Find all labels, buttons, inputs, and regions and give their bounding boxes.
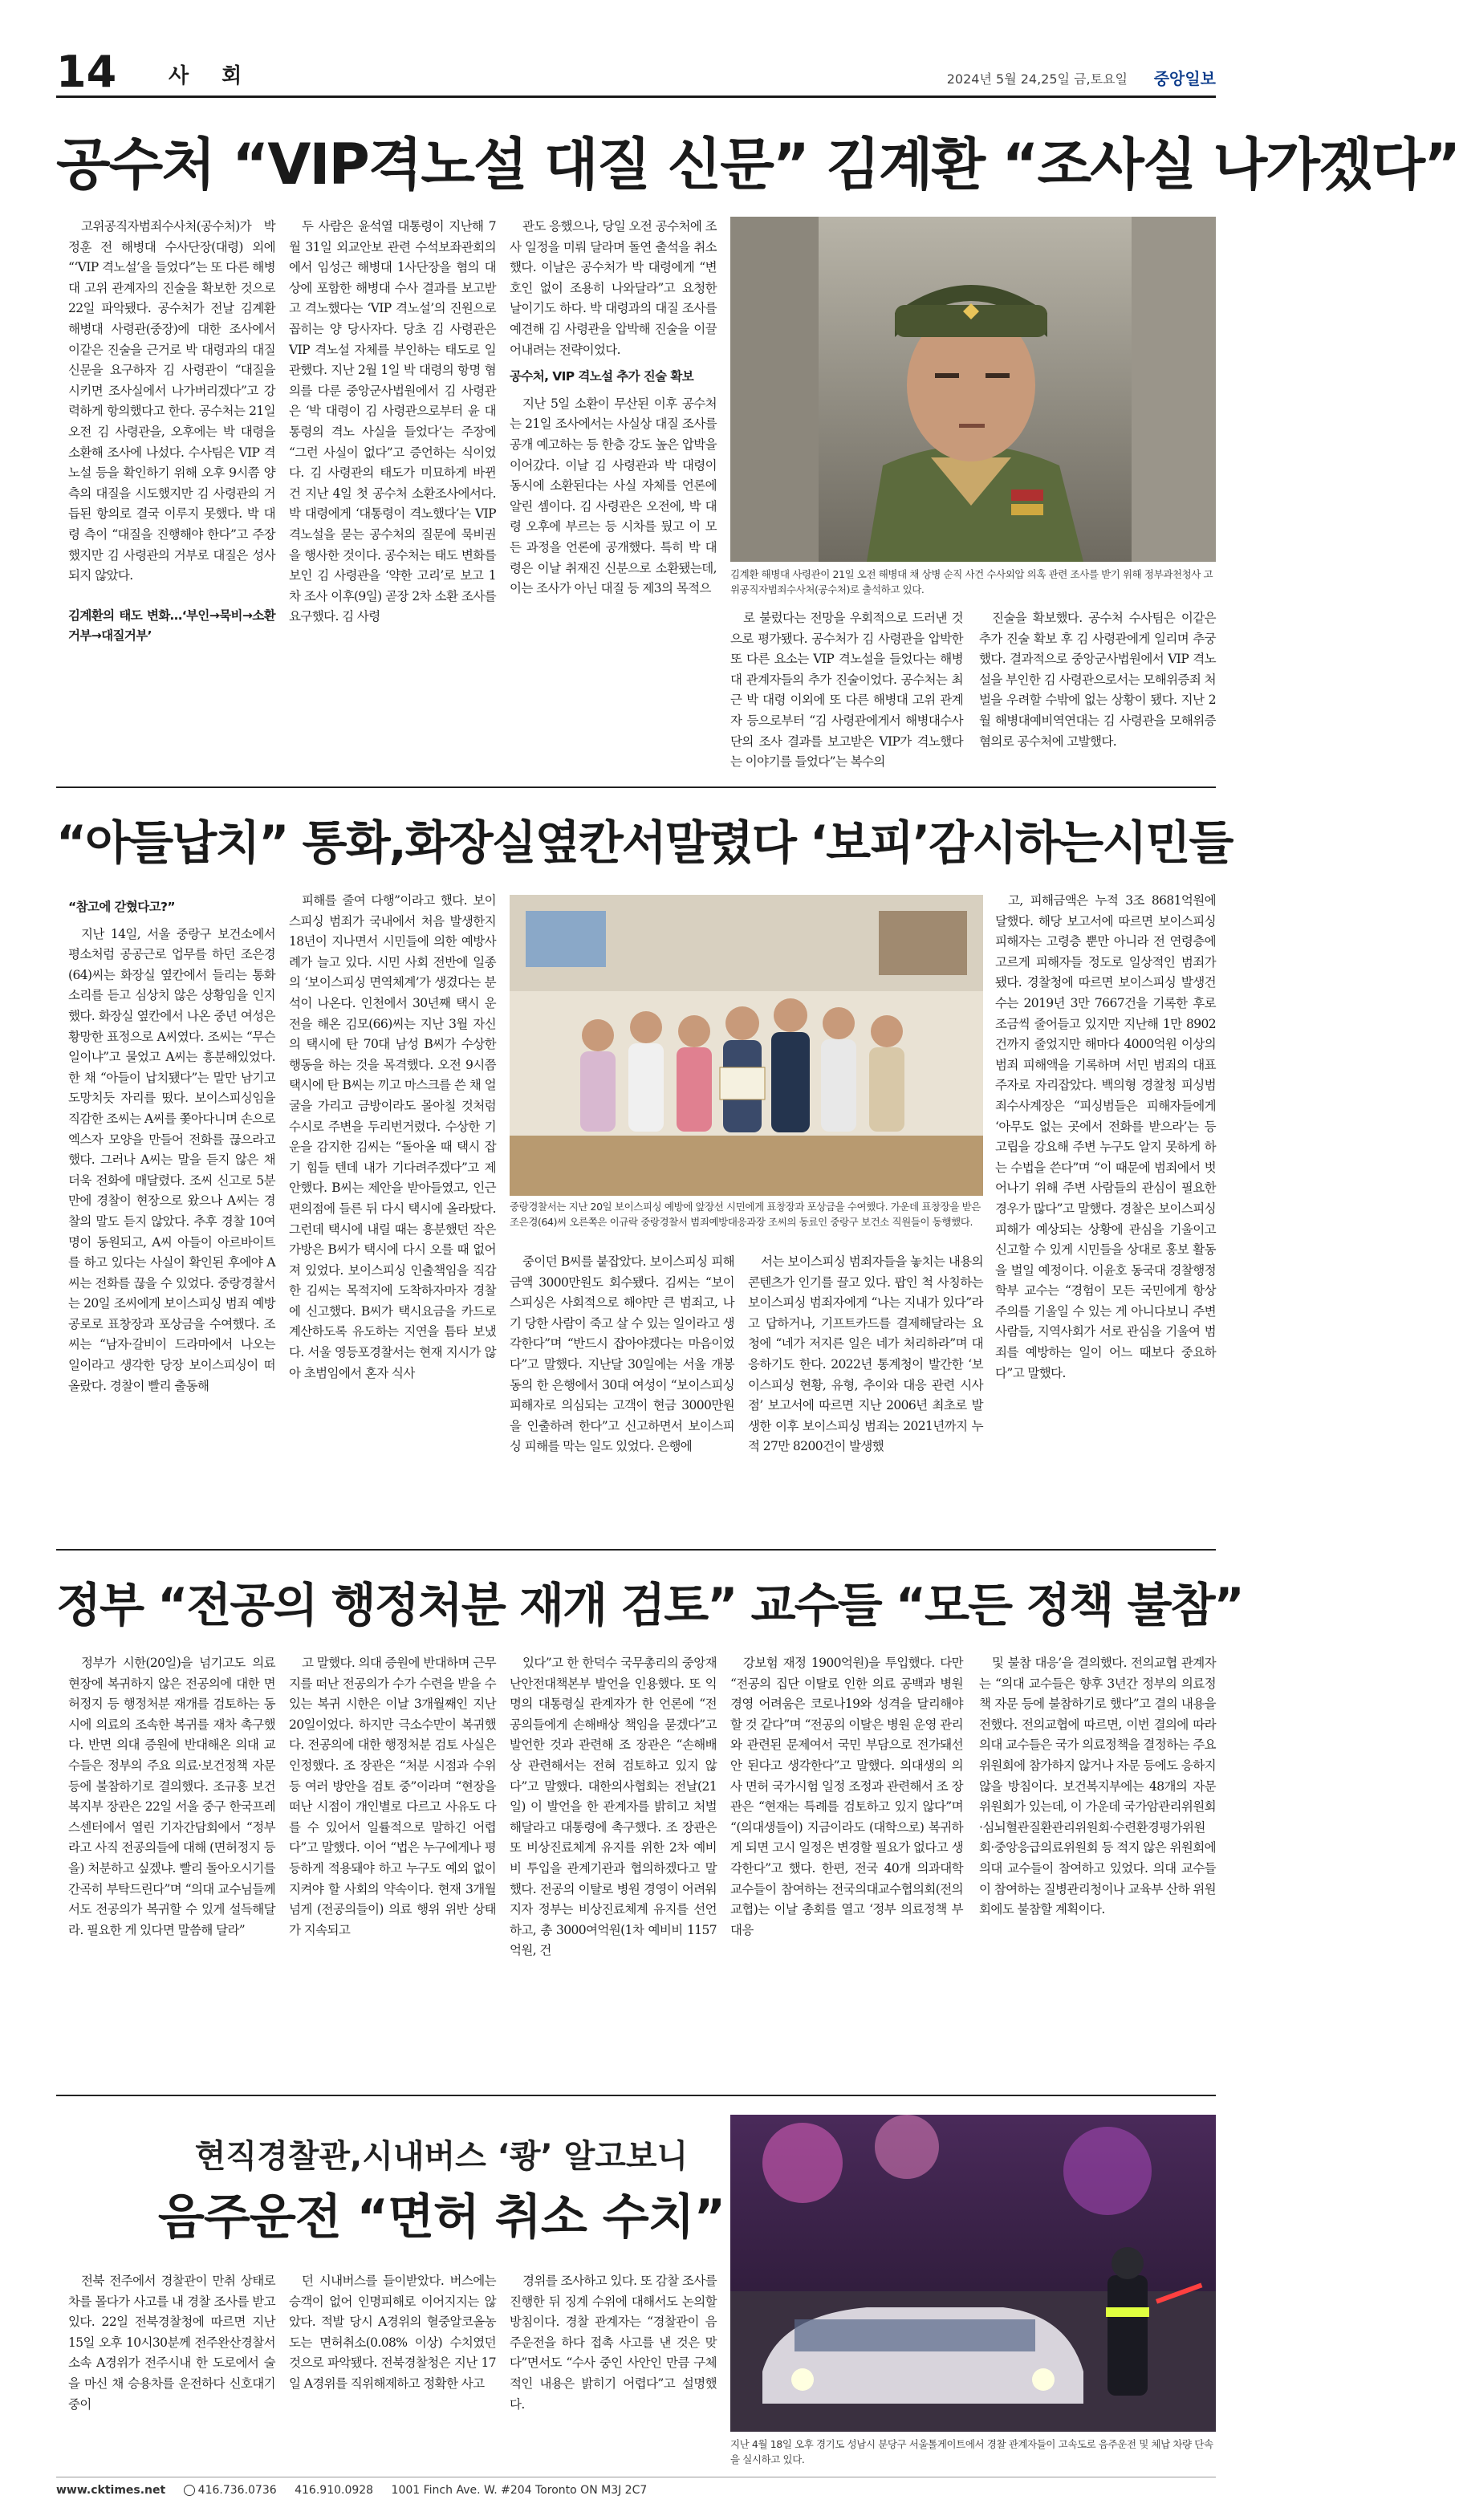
article4-col2 [289, 2271, 496, 2464]
article2-col3 [510, 1252, 734, 1533]
page-number: 14 [56, 47, 117, 97]
newspaper-brand: 중앙일보 [1153, 69, 1216, 88]
article4-photo-caption: 지난 4월 18일 오후 경기도 성남시 분당구 서울톨게이트에서 경찰 관계자들이 고속도로 음주운전 및 체납 차량 단속을 실시하고 있다. [730, 2438, 1213, 2465]
article1-col2-text: 두 사람은 윤석열 대통령이 지난해 7월 31일 외교안보 관련 수석보좌관회의에서 임성근 해병대 1사단장을 혐의 대상에 포함한 해병대 수사 결과를 보고받고 격노했다는 ‘VIP 격노설’의 진원으로 꼽히는 양 당사자다. 당초 김 사령관은 VIP 격노설 자체를 부인하는 태도로 일관했다. 지난 2월 1일 박 대령의 항명 혐의를 다룬 중앙군사법원에서 김 사령관은 ‘박 대령이 김 사령관으로부터 윤 대통령의 격노 사실을 들었다’는 주장에 “그런 사실이 없다”고 증언하는 식이었다. 김 사령관의 태도가 미묘하게 바뀐 건 지난 4일 첫 공수처 소환조사에서다. 박 대령에게 ‘대통령이 격노했다’는 VIP 격노설을 묻는 공수처의 질문에 묵비권을 행사한 것이다. 공수처는 태도 변화를 보인 김 사령관을 ‘약한 고리’로 보고 1차 조사 이후(9일) 곧장 2차 소환 조사를 요구했다. 김 사령 [289, 219, 496, 624]
article1-subhead-1: 김계환의 태도 변화…‘부인→묵비→소환거부→대질거부’ [68, 608, 275, 644]
article3-col2 [289, 1653, 496, 2079]
article1-subhead-2: 공수처, VIP 격노설 추가 진술 확보 [510, 369, 694, 384]
article2-col2-text: 피해를 줄여 다행”이라고 했다. 보이스피싱 범죄가 국내에서 처음 발생한지 18년이 지나면서 시민들에 의한 예방사례가 늘고 있다. 시민 사회 전반에 일종의 ‘보이스피싱 면역체계’가 생겼다는 분석이 나온다. 인천에서 30년째 택시 운전을 해온 김모(66)씨는 지난 3월 자신의 택시에 탄 70대 남성 B씨가 수상한 행동을 하는 것을 목격했다. 오전 9시쯤 택시에 탄 B씨는 끼고 마스크를 쓴 채 얼굴을 가리고 금방이라도 몰아칠 것처럼 수시로 주변을 두리번거렸다. 수상한 기운을 감지한 김씨는 “돌아올 때 택시 잡기 힘들 텐데 내가 기다려주겠다”고 제안했다. B씨는 제안을 받아들였고, 인근 편의점에 들른 뒤 다시 택시에 올라탔다. 그런데 택시에 내릴 때는 흥분했던 작은 가방은 B씨가 택시에 다시 오를 때 없어져 있었다. 보이스피싱 인출책임을 직감한 김씨는 목적지에 도착하자마자 경찰에 신고했다. B씨가 택시요금을 카드로 계산하도록 유도하는 지연을 틈타 보냈다. 서울 영등포경찰서는 현재 지시가 않아 초범임에서 혼자 식사 [289, 893, 496, 1380]
article2-headline: “아들납치” 통화,화장실옆칸서말렸다 ‘보피’감시하는시민들 [56, 815, 1233, 870]
article1-photo-commander [730, 217, 1216, 562]
article2-photo-caption: 중랑경찰서는 지난 20일 보이스피싱 예방에 앞장선 시민에게 표창장과 포상금을 수여했다. 가운데 표창장을 받은 조은경(64)씨 오른쪽은 이규락 중랑경찰서 범죄예방대응과장 조씨의 동료인 중랑구 보건소 직원들이 동행했다. [510, 1201, 981, 1228]
article2-col1 [68, 891, 275, 1533]
article2-col5-text: 고, 피해금액은 누적 3조 8681억원에 달했다. 해당 보고서에 따르면 보이스피싱 피해자는 고령층 뿐만 아니라 전 연령층에 고르게 피해자들 정도로 일상적인 범죄가 됐다. 경찰청에 따르면 보이스피싱 발생건수는 2019년 3만 7667건을 기록한 후로 조금씩 줄어들고 있지만 지난해 1만 8902건까지 줄었지만 해마다 4000억원 이상의 범죄 피해액을 기록하며 서민 범죄의 대표주자로 자리잡았다. 백의형 경찰청 피싱범죄수사계장은 “피싱범들은 피해자들에게 ‘아무도 없는 곳에서 전화를 받으라’는 등 고립을 강요해 주변 누구도 알지 못하게 하는 수법을 쓴다”며 “이 때문에 범죄에서 벗어나기 위해 주변 사람들의 관심이 필요한 경우가 많다”고 말했다. 경찰은 보이스피싱 피해가 예상되는 상황에 관심을 기울이고 신고할 수 있게 시민들을 상대로 홍보 활동을 벌일 예정이다. 이윤호 동국대 경찰행정학부 교수는 “경험이 모든 국민에게 항상 주의를 기울일 수 있는 게 아니다보니 주변 사람들, 지역사회가 서로 관심을 기울여 범죄를 예방하는 일이 어느 때보다 중요하다”고 말했다. [995, 893, 1216, 1380]
article2-col5 [995, 891, 1216, 1533]
phone-icon [184, 2485, 195, 2496]
award-ceremony-image [510, 895, 983, 1196]
article1-col3 [510, 217, 717, 770]
article1-col3b-text: 지난 5일 소환이 무산된 이후 공수처는 21일 조사에서는 사실상 대질 조사를 공개 예고하는 등 한층 강도 높은 압박을 이어갔다. 이날 김 사령관과 박 대령이 동시에 소환된다는 사실 자체를 언론에 알린 셈이다. 김 사령관은 오전에, 박 대령 오후에 부르는 등 시차를 뒀고 이 모든 과정을 언론에 공개했다. 특히 박 대령은 이날 취재진 신분으로 소환됐는데, 이는 조사가 아닌 대질 등 제3의 목적으 [510, 396, 717, 596]
article1-col1-text: 고위공직자범죄수사처(공수처)가 박정훈 전 해병대 수사단장(대령) 외에 “‘VIP 격노설’을 들었다”는 또 다른 해병대 고위 관계자의 진술을 확보한 것으로 22일 파악됐다. 공수처가 전날 김계환 해병대 사령관(중장)에 대한 조사에서 이같은 진술을 근거로 박 대령과의 대질 신문을 요구하자 김 사령관이 “대질을 시키면 조사실에서 나가버리겠다”고 강력하게 항의했다고 한다. 공수처는 21일 오전 김 사령관을, 오후에는 박 대령을 소환해 조사에 나섰다. 수사팀은 VIP 격노설 등을 확인하기 위해 오후 9시쯤 양측의 대질을 시도했지만 김 사령관의 거듭된 항의로 결국 이루지 못했다. 박 대령 측이 “대질을 진행해야 한다”고 주장했지만 김 사령관의 거부로 대질은 성사되지 않았다. [68, 219, 275, 583]
article2-col4-text: 서는 보이스피싱 범죄자들을 놓치는 내용의 콘텐츠가 인기를 끌고 있다. 팝인 척 사칭하는 보이스피싱 범죄자에게 “나는 지내가 있다”라고 답하거나, 기프트카드를 결제해달라는 요청에 “네가 저지른 일은 네가 처리하라”며 대응하기도 한다. 2022년 통계청이 발간한 ‘보이스피싱 현황, 유형, 추이와 대응 관련 시사점’ 보고서에 따르면 지난 2006년 최초로 발생한 이후 보이스피싱 범죄는 2021년까지 누적 27만 8200건이 발생했 [748, 1254, 983, 1454]
article1-photo-caption: 김계환 해병대 사령관이 21일 오전 해병대 채 상병 순직 사건 수사외압 의혹 관련 조사를 받기 위해 정부과천청사 고위공직자범죄수사처(공수처)로 출석하고 있다. [730, 568, 1213, 595]
article3-col5 [979, 1653, 1216, 2079]
divider-2 [56, 1549, 1216, 1551]
article4-col1-text: 전북 전주에서 경찰관이 만취 상태로 차를 몰다가 사고를 내 경찰 조사를 받고 있다. 22일 전북경찰청에 따르면 지난 15일 오후 10시30분께 전주완산경찰서 소속 A경위가 전주시내 한 도로에서 술을 마신 채 승용차를 운전하다 신호대기 중이 [68, 2274, 275, 2412]
article3-col1 [68, 1653, 275, 2079]
article2-col4 [748, 1252, 983, 1533]
article3-col4 [730, 1653, 963, 2079]
page-header [56, 48, 1216, 98]
issue-date: 2024년 5월 24,25일 금,토요일 [946, 71, 1128, 87]
article1-headline: 공수처 “VIP격노설 대질 신문” 김계환 “조사실 나가겠다” [56, 132, 1459, 197]
article2-subhead: “참고에 갇혔다고?” [68, 900, 175, 914]
article1-col3-text: 관도 응했으나, 당일 오전 공수처에 조사 일정을 미뤄 달라며 돌연 출석을 취소했다. 이날은 공수처가 박 대령에게 “변호인 없이 조용히 나와달라”고 요청한 날이기도 하다. 박 대령과의 대질 조사를 예견해 김 사령관을 압박해 진술을 이끌어내려는 전략이었다. [510, 219, 717, 357]
article3-col3-text: 있다”고 한 한덕수 국무총리의 중앙재난안전대책본부 발언을 인용했다. 또 익명의 대통령실 관계자가 한 언론에 “전공의들에게 손해배상 책임을 묻겠다”고 발언한 것과 관련해 조 장관은 “손해배상 관련해서는 전혀 검토하고 있지 않다”고 말했다. 대한의사협회는 전날(21일) 이 발언을 한 관계자를 밝히고 처벌해달라고 대통령에 촉구했다. 조 장관은 또 비상진료체계 유지를 위한 2차 예비비 투입을 관계기관과 협의하겠다고 말했다. 전공의 이탈로 병원 경영이 어려워지자 정부는 비상진료체계 유지를 선언하고, 총 3000여억원(1차 예비비 1157억원, 건 [510, 1656, 717, 1958]
article3-col1-text: 정부가 시한(20일)을 넘기고도 의료 현장에 복귀하지 않은 전공의에 대한 면허정지 등 행정처분 재개를 검토하는 동시에 의료의 조속한 복귀를 재차 촉구했다. 반면 의대 증원에 반대해온 의대 교수들은 정부의 주요 의료·보건정책 자문 등에 불참하기로 결의했다. 조규홍 보건복지부 장관은 22일 서울 중구 한국프레스센터에서 열린 기자간담회에서 “정부라고 사직 전공의들에 대해 (면허정지 등을) 처분하고 싶겠냐. 빨리 돌아오시기를 간곡히 부탁드린다”며 “의대 교수님들께서도 전공의가 복귀할 수 있게 설득해달라. 필요한 게 있다면 말씀해 달라” [68, 1656, 275, 1937]
article3-col5-text: 및 불참 대응’을 결의했다. 전의교협 관계자는 “의대 교수들은 향후 3년간 정부의 의료정책 자문 등에 불참하기로 했다”고 결의 내용을 전했다. 전의교협에 따르면, 이번 결의에 따라 의대 교수들은 국가 의료정책을 결정하는 주요 위원회에 참가하지 않거나 자문 등에도 응하지 않을 방침이다. 보건복지부에는 48개의 자문위원회가 있는데, 이 가운데 국가암관리위원회·심뇌혈관질환관리위원회·수련환경평가위원회·중앙응급의료위원회 등 적지 않은 위원회에 의대 교수들이 참여하고 있었다. 의대 교수들이 참여하는 질병관리청이나 교육부 산하 위원회에도 불참할 계획이다. [979, 1656, 1216, 1917]
article3-col3 [510, 1653, 717, 2079]
article1-col5-text: 진술을 확보했다. 공수처 수사팀은 이같은 추가 진술 확보 후 김 사령관에게 일리며 추궁했다. 결과적으로 중앙군사법원에서 VIP 격노설을 부인한 김 사령관으로서는 모해위증죄 처벌을 우려할 수밖에 없는 상황이 됐다. 지난 2월 해병대예비역연대는 김 사령관을 모해위증혐의로 공수처에 고발했다. [979, 611, 1216, 749]
page-footer [56, 2477, 1216, 2502]
article3-headline: 정부 “전공의 행정처분 재개 검토” 교수들 “모든 정책 불참” [56, 1578, 1243, 1632]
article3-col4-text: 강보험 재정 1900억원)을 투입했다. 다만 “전공의 집단 이탈로 인한 의료 공백과 병원 경영 어려움은 코로나19와 성격을 달리해야 할 것 같다”며 “전공의 이탈은 병원 운영 관리와 관련된 문제여서 국민 부담으로 전가돼선 안 된다고 생각한다”고 말했다. 의대생의 의사 면허 국가시험 일정 조정과 관련해서 조 장관은 “현재는 특례를 검토하고 있지 않다”며 “(의대생들이) 지금이라도 (대학으로) 복귀하게 되면 고시 일정은 변경할 필요가 없다고 생각한다”고 했다. 한편, 전국 40개 의과대학 교수들이 참여하는 전국의대교수협의회(전의교협)는 이날 총회를 열고 ‘정부 의료정책 부대응 [730, 1656, 963, 1937]
footer-address: 1001 Finch Ave. W. #204 Toronto ON M3J 2C7 [391, 2484, 648, 2497]
article4-col3 [510, 2271, 717, 2464]
article1-col2 [289, 217, 496, 770]
article4-col1 [68, 2271, 275, 2464]
article4-subhead: 현직경찰관,시내버스 ‘쾅’ 알고보니 [194, 2138, 689, 2175]
footer-phone-1: 416.736.0736 [197, 2484, 277, 2497]
footer-website[interactable]: www.cktimes.net [56, 2484, 166, 2497]
night-traffic-checkpoint-image [730, 2115, 1216, 2432]
article1-col4 [730, 608, 963, 770]
commander-portrait-image [730, 217, 1216, 562]
article4-headline: 음주운전 “면허 취소 수치” [157, 2189, 725, 2246]
article2-col1-text: 지난 14일, 서울 중랑구 보건소에서 평소처럼 공공근로 업무를 하던 조은경(64)씨는 화장실 옆칸에서 들리는 통화 소리를 듣고 심상치 않은 상황임을 인지했다. 화장실 옆칸에서 나온 중년 여성은 황망한 표정으로 A씨였다. 조씨는 “무슨 일이냐”고 물었고 A씨는 흥분해있었다. 한 채 “아들이 납치됐다”는 말만 남기고 도망치듯 자리를 떴다. 보이스피싱임을 직감한 조씨는 A씨를 쫓아다니며 손으로 엑스자 모양을 만들어 전화를 끊으라고 했다. 그러나 A씨는 말을 듣지 않은 채 더욱 전화에 매달렸다. 조씨 신고로 5분 만에 경찰이 현장으로 왔으나 A씨는 경찰의 말도 듣지 않았다. 추후 경찰 10여 명이 동원되고, A씨 아들이 아르바이트를 하고 있다는 사실이 확인된 후에야 A씨는 전화를 끊을 수 있었다. 중랑경찰서는 20일 조씨에게 보이스피싱 범죄 예방 공로로 표창장과 포상금을 수여했다. 조씨는 “남자·갈비이 드라마에서 나오는 일이라고 생각한 당장 보이스피싱이 떠올랐다. 경찰이 빨리 출동해 [68, 926, 275, 1393]
article4-photo-checkpoint [730, 2115, 1216, 2432]
article2-photo-award [510, 895, 983, 1196]
article3-col2-text: 고 말했다. 의대 증원에 반대하며 근무지를 떠난 전공의가 수가 수련을 받을 수 있는 복귀 시한은 이날 3개월째인 지난 20일이었다. 하지만 극소수만이 복귀했다. 전공의에 대한 행정처분 검토 사실은 인정했다. 조 장관은 “처분 시점과 수위 등 여러 방안을 검토 중”이라며 “현장을 떠난 시점이 개인별로 다르고 사유도 다를 수 있어서 일률적으로 말하긴 어렵다”고 말했다. 이어 “법은 누구에게나 평등하게 적용돼야 하고 누구도 예외 없이 지켜야 할 사회의 약속이다. 현재 3개월 넘게 (전공의들이) 의료 행위 위반 상태가 지속되고 [289, 1656, 496, 1937]
divider-1 [56, 786, 1216, 788]
article1-col1 [68, 217, 275, 770]
divider-3 [56, 2095, 1216, 2096]
article4-col2-text: 던 시내버스를 들이받았다. 버스에는 승객이 없어 인명피해로 이어지지는 않았다. 적발 당시 A경위의 혈중알코올농도는 면허취소(0.08% 이상) 수치였던 것으로 파악됐다. 전북경찰청은 지난 17일 A경위를 직위해제하고 정확한 사고 [289, 2274, 496, 2391]
article1-col5 [979, 608, 1216, 770]
section-name: 사 회 [169, 64, 255, 88]
article4-col3-text: 경위를 조사하고 있다. 또 감찰 조사를 진행한 뒤 징계 수위에 대해서도 논의할 방침이다. 경찰 관계자는 “경찰관이 음주운전을 하다 접촉 사고를 낸 것은 맞다”면서도 “수사 중인 사안인 만큼 구체적인 내용은 밝히기 어렵다”고 설명했다. [510, 2274, 717, 2412]
footer-phone-2: 416.910.0928 [295, 2484, 374, 2497]
article2-col3-text: 중이던 B씨를 붙잡았다. 보이스피싱 피해금액 3000만원도 회수됐다. 김씨는 “보이스피싱은 사회적으로 해야만 큰 범죄고, 나기 당한 사람이 죽고 살 수 있는 일이라고 생각한다”며 “반드시 잡아야겠다는 마음이었다”고 말했다. 지난달 30일에는 서울 개봉동의 한 은행에서 30대 여성이 “보이스피싱 피해자로 의심되는 고객이 현금 3000만원을 인출하려 한다”고 신고하면서 보이스피싱 피해를 막는 일도 있었다. 은행에 [510, 1254, 734, 1454]
article2-col2 [289, 891, 496, 1533]
article1-col4-text: 로 불렀다는 전망을 우회적으로 드러낸 것으로 평가됐다. 공수처가 김 사령관을 압박한 또 다른 요소는 VIP 격노설을 들었다는 해병대 관계자들의 추가 진술이었다. 공수처는 최근 박 대령 이외에 또 다른 해병대 고위 관계자 등으로부터 “김 사령관에게서 해병대수사단의 조사 결과를 보고받은 VIP가 격노했다는 이야기를 들었다”는 복수의 [730, 611, 963, 770]
